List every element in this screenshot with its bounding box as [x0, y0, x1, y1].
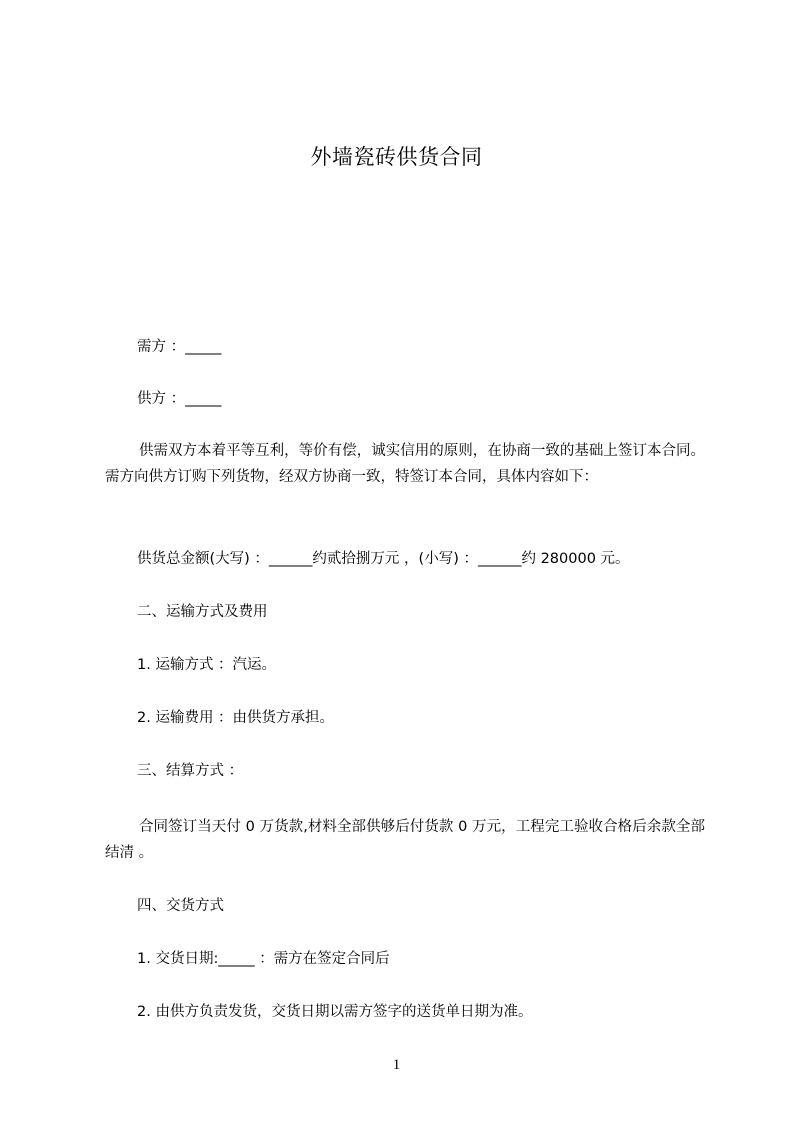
section-2-item-2: 2. 运输费用 ：由供货方承担。 [137, 710, 335, 726]
section-2-heading: 二、运输方式及费用 [137, 604, 268, 620]
document-title: 外墙瓷砖供货合同 [310, 145, 483, 169]
section-4-item-1: 1. 交货日期:_____ ：需方在签定合同后 [137, 951, 390, 967]
page-number: 1 [392, 1057, 401, 1073]
section-2-item-1: 1. 运输方式 ：汽运。 [137, 657, 277, 673]
section-4-heading: 四、交货方式 [137, 898, 224, 914]
section-3-heading: 三、结算方式 ： [137, 763, 244, 779]
total-amount-line: 供货总金额(大写) ：______约贰拾捌万元 ，(小写) ：______约 280000 元。 [137, 551, 630, 567]
buyer-line: 需方 ：_____ [137, 339, 222, 355]
section-3-paragraph: 合同签订当天付 0 万货款,材料全部供够后付货款 0 万元，工程完工验收合格后余款全部结清 。 [105, 819, 705, 861]
section-4-item-2: 2. 由供方负责发货，交货日期以需方签字的送货单日期为准。 [137, 1004, 533, 1020]
supplier-line: 供方 ：_____ [137, 391, 222, 407]
intro-paragraph: 供需双方本着平等互利，等价有偿，诚实信用的原则，在协商一致的基础上签订本合同。需方向供方订购下列货物，经双方协商一致，特签订本合同，具体内容如下： [105, 443, 705, 485]
